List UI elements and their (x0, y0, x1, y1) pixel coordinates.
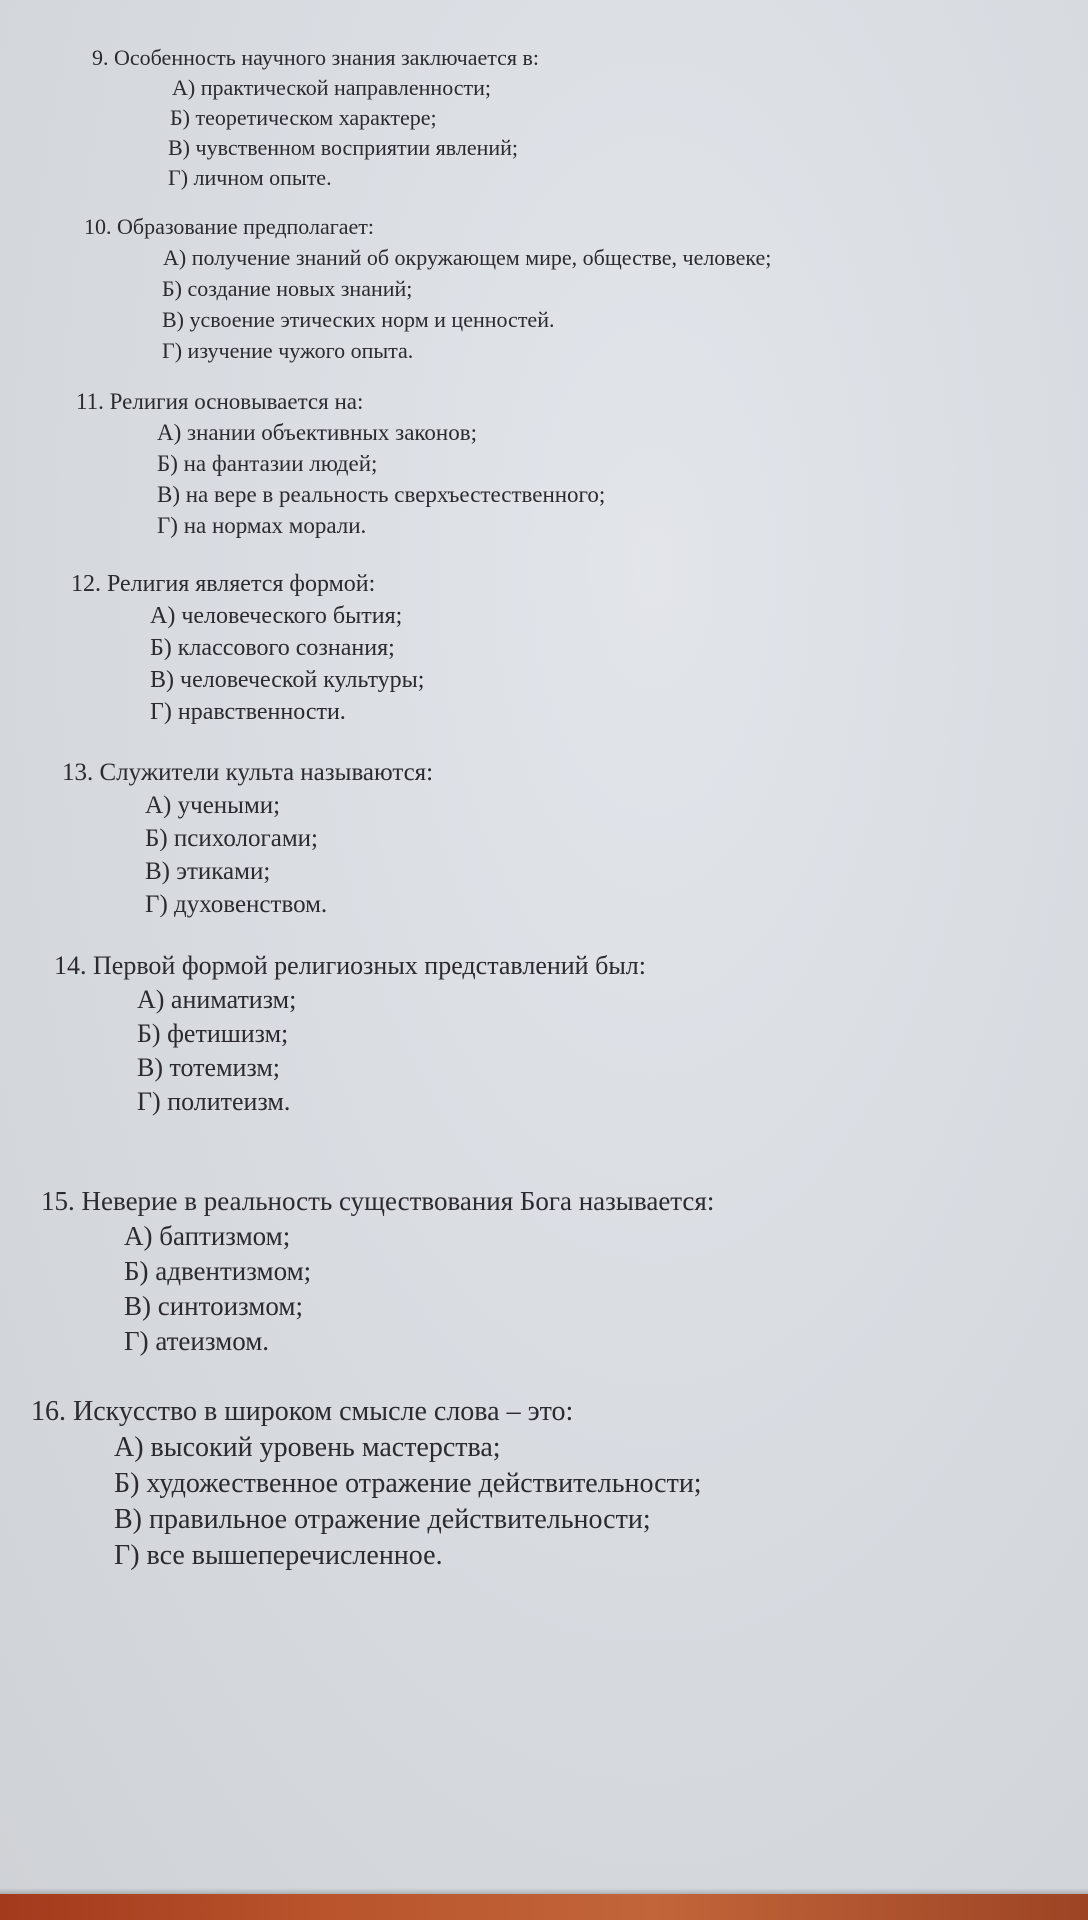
question-10 (0, 216, 1060, 362)
answer-option-a: А) знании объективных законов; (157, 420, 477, 445)
answer-option-c: В) правильное отражение действительности; (114, 1504, 651, 1535)
answer-option-a: А) человеческого бытия; (150, 603, 403, 629)
question-12 (0, 572, 1060, 724)
answer-option-a: А) баптизмом; (124, 1221, 291, 1251)
answer-option-d: Г) духовенством. (145, 891, 328, 918)
answer-option-d: Г) атеизмом. (124, 1326, 270, 1356)
question-title: 13. Служители культа называются: (62, 759, 434, 786)
answer-option-d: Г) нравственности. (150, 699, 346, 725)
answer-option-d: Г) на нормах морали. (157, 513, 367, 538)
question-13 (0, 760, 1060, 917)
question-11 (0, 390, 1060, 537)
question-title: 15. Неверие в реальность существования Бога называется: (41, 1186, 715, 1216)
answer-option-a: А) получение знаний об окружающем мире, обществе, человеке; (163, 245, 772, 270)
answer-option-d: Г) все вышеперечисленное. (114, 1540, 443, 1571)
answer-option-c: В) усвоение этических норм и ценностей. (162, 307, 555, 332)
question-14 (0, 953, 1060, 1115)
answer-option-c: В) человеческой культуры; (150, 667, 425, 693)
answer-option-d: Г) личном опыте. (168, 165, 332, 190)
answer-option-a: А) учеными; (145, 792, 281, 819)
answer-option-b: Б) психологами; (145, 825, 318, 852)
question-title: 16. Искусство в широком смысле слова – это: (31, 1396, 574, 1427)
answer-option-b: Б) на фантазии людей; (157, 451, 378, 476)
table-surface (0, 1894, 1088, 1920)
question-title: 14. Первой формой религиозных представлений был: (54, 951, 646, 980)
answer-option-b: Б) адвентизмом; (124, 1256, 312, 1286)
answer-option-c: В) синтоизмом; (124, 1291, 303, 1321)
answer-option-b: Б) теоретическом характере; (170, 105, 437, 130)
answer-option-b: Б) художественное отражение действительности; (114, 1468, 702, 1499)
answer-option-d: Г) изучение чужого опыта. (162, 338, 414, 363)
answer-option-b: Б) создание новых знаний; (162, 276, 413, 301)
answer-option-a: А) аниматизм; (137, 985, 297, 1014)
question-title: 12. Религия является формой: (71, 571, 376, 597)
question-15 (0, 1188, 1060, 1355)
answer-option-a: А) высокий уровень мастерства; (114, 1432, 501, 1463)
question-title: 11. Религия основывается на: (76, 389, 364, 414)
answer-option-c: В) на вере в реальность сверхъестественного; (157, 482, 606, 507)
question-16 (0, 1398, 1060, 1570)
question-title: 9. Особенность научного знания заключается в: (92, 45, 540, 70)
answer-option-c: В) чувственном восприятии явлений; (168, 135, 519, 160)
answer-option-b: Б) классового сознания; (150, 635, 395, 661)
answer-option-c: В) тотемизм; (137, 1053, 281, 1082)
answer-option-c: В) этиками; (145, 858, 271, 885)
question-9 (0, 47, 1060, 189)
answer-option-d: Г) политеизм. (137, 1087, 291, 1116)
answer-option-a: А) практической направленности; (172, 75, 492, 100)
question-title: 10. Образование предполагает: (84, 214, 375, 239)
answer-option-b: Б) фетишизм; (137, 1019, 289, 1048)
